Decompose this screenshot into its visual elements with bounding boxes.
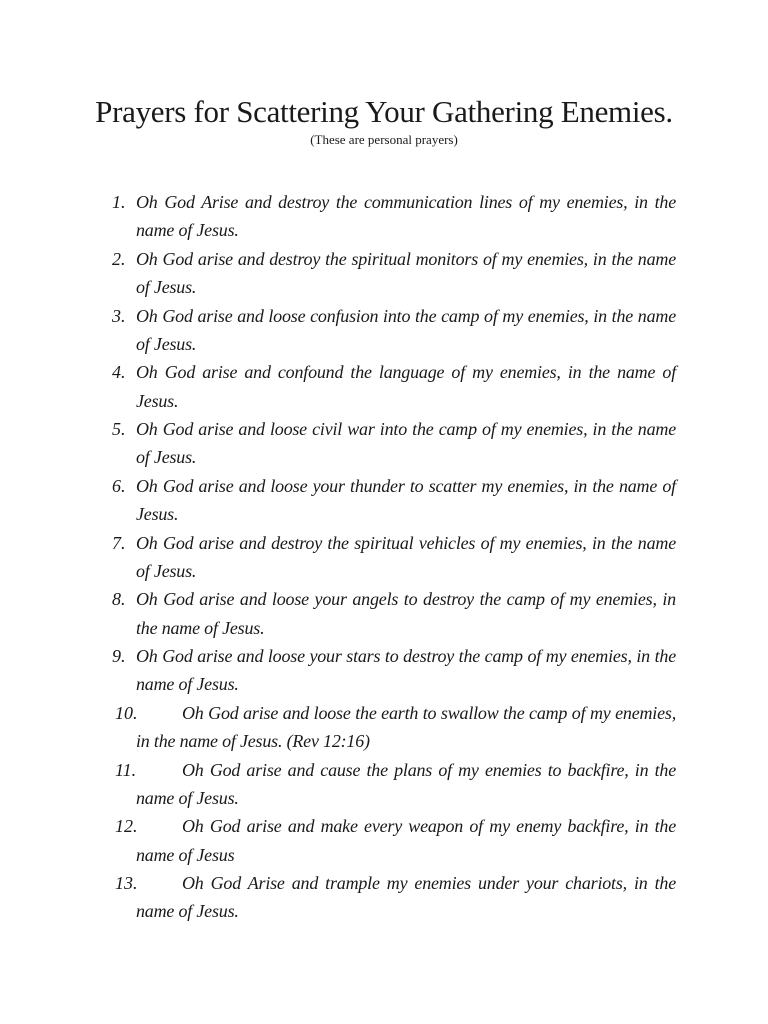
- prayer-item-7: [0, 529, 768, 586]
- prayer-text: Oh God arise and loose your angels to destroy the camp of my enemies, in the name of Jesus.: [136, 589, 676, 638]
- prayer-item-11: [0, 756, 768, 813]
- prayer-item-3: [0, 302, 768, 359]
- prayer-text: Oh God arise and loose your stars to destroy the camp of my enemies, in the name of Jesus.: [136, 646, 676, 695]
- prayer-text: Oh God arise and confound the language of my enemies, in the name of Jesus.: [136, 362, 676, 411]
- prayer-item-8: [0, 585, 768, 642]
- prayer-number: 6.: [112, 475, 126, 496]
- prayer-item-9: [0, 642, 768, 699]
- prayer-number: 13.: [115, 873, 138, 893]
- prayer-text: Oh God arise and loose your thunder to scatter my enemies, in the name of Jesus.: [136, 475, 676, 525]
- prayer-text: Oh God arise and loose confusion into the camp of my enemies, in the name of Jesus.: [136, 305, 676, 354]
- prayer-text: Oh God arise and destroy the spiritual monitors of my enemies, in the name of Jesus.: [136, 248, 676, 298]
- prayer-item-10: [0, 699, 768, 756]
- prayer-number: 10.: [115, 702, 138, 723]
- prayer-number: 2.: [112, 248, 126, 269]
- page-title: Prayers for Scattering Your Gathering Enemies.: [95, 94, 673, 129]
- prayer-item-5: [0, 415, 768, 472]
- prayer-text: Oh God arise and cause the plans of my enemies to backfire, in the name of Jesus.: [136, 759, 676, 808]
- prayer-number: 3.: [112, 305, 126, 326]
- prayer-number: 8.: [112, 589, 126, 610]
- prayer-text: Oh God Arise and trample my enemies under your chariots, in the name of Jesus.: [136, 873, 676, 922]
- prayer-number: 5.: [112, 419, 126, 439]
- prayer-list: [0, 188, 768, 926]
- prayer-number: 9.: [112, 646, 126, 666]
- prayer-item-4: [0, 358, 768, 415]
- prayer-item-2: [0, 245, 768, 302]
- prayer-item-12: [0, 812, 768, 869]
- prayer-number: 1.: [112, 192, 126, 212]
- prayer-number: 4.: [112, 362, 126, 383]
- prayer-item-6: [0, 472, 768, 529]
- prayer-text: Oh God arise and destroy the spiritual vehicles of my enemies, in the name of Jesus.: [136, 532, 676, 581]
- prayer-number: 7.: [112, 532, 126, 553]
- prayer-item-1: [0, 188, 768, 245]
- prayer-text: Oh God Arise and destroy the communication lines of my enemies, in the name of Jesus.: [136, 192, 676, 241]
- prayer-number: 11.: [115, 759, 137, 780]
- prayer-text: Oh God arise and loose the earth to swallow the camp of my enemies, in the name of Jesus. (Rev 12:16): [136, 702, 676, 752]
- page-subtitle: (These are personal prayers): [310, 132, 458, 147]
- prayer-number: 12.: [115, 816, 138, 837]
- prayer-text: Oh God arise and make every weapon of my enemy backfire, in the name of Jesus: [136, 816, 676, 865]
- prayer-item-13: [0, 869, 768, 926]
- prayer-text: Oh God arise and loose civil war into the camp of my enemies, in the name of Jesus.: [136, 419, 676, 468]
